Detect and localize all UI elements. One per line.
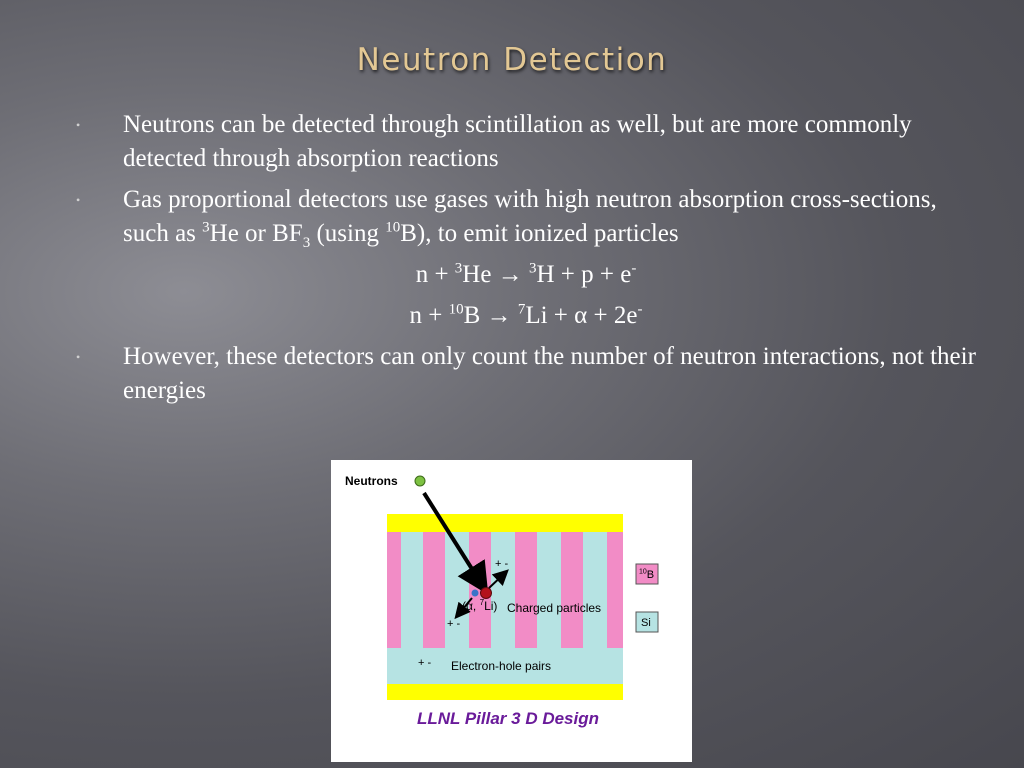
legend-si-label: Si bbox=[641, 617, 651, 629]
bullet-text: Neutrons can be detected through scintillation as well, but are more commonly detected through absorption reactions bbox=[123, 111, 912, 172]
boron-pillar bbox=[607, 532, 623, 648]
bullet-item bbox=[76, 108, 976, 176]
bullet-dot: • bbox=[76, 350, 81, 364]
charged-particles-label: Charged particles bbox=[507, 601, 602, 615]
legend-b10-label: $^{10}$B bbox=[639, 568, 655, 581]
lithium-dot bbox=[481, 588, 492, 599]
boron-pillar bbox=[561, 532, 583, 648]
equation-he3: n + $^3$He → $^3$H + p + e- bbox=[415, 260, 637, 288]
boron-pillar bbox=[387, 532, 401, 648]
figure-caption: LLNL Pillar 3 D Design bbox=[417, 709, 600, 728]
alpha-dot bbox=[472, 590, 479, 597]
equation-b10: n + $^{10}$B → $^7$Li + α + 2e- bbox=[409, 301, 643, 329]
electron-hole-label: Electron-hole pairs bbox=[451, 659, 552, 673]
bullet-text: Gas proportional detectors use gases with high neutron absorption cross-sections, such as $^3$He or $BF_3$ (using $^{10}$B), to emit ionized particles bbox=[123, 186, 937, 251]
boron-pillar bbox=[423, 532, 445, 648]
bullet-item bbox=[76, 183, 976, 251]
bullet-text: However, these detectors can only count the number of neutron interactions, not their energies bbox=[123, 343, 976, 404]
charge-pair-bottom: + - bbox=[418, 657, 432, 669]
charge-pair-top: + - bbox=[495, 558, 509, 570]
bullet-list bbox=[76, 108, 976, 415]
charge-pair-left: + - bbox=[447, 618, 461, 630]
neutrons-label: Neutrons bbox=[345, 474, 398, 488]
slide-title: Neutron Detection bbox=[356, 42, 668, 78]
boron-pillar bbox=[515, 532, 537, 648]
top-electrode bbox=[387, 514, 623, 532]
pillar-detector-figure bbox=[331, 460, 692, 762]
reaction-label: (α, $^7$Li) bbox=[462, 598, 498, 613]
bullet-dot: • bbox=[76, 118, 81, 132]
neutron-dot bbox=[415, 476, 425, 486]
bullet-item bbox=[76, 340, 976, 408]
bottom-electrode bbox=[387, 684, 623, 700]
bullet-dot: • bbox=[76, 193, 81, 207]
